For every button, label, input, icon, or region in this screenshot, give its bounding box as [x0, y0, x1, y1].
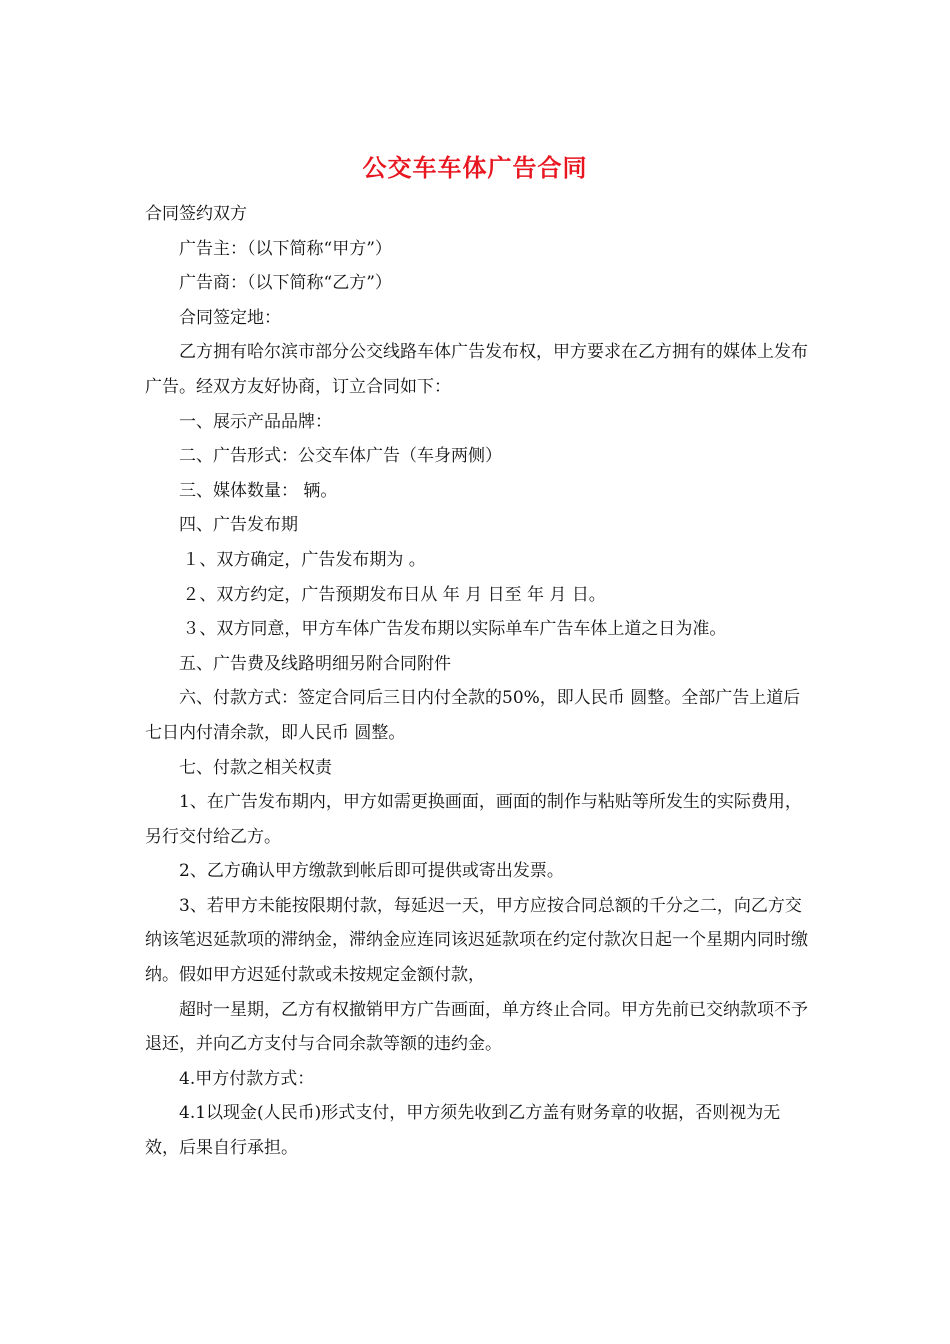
paragraph: 合同签约双方	[145, 204, 247, 224]
paragraph: 一、展示产品品牌：	[179, 411, 332, 432]
paragraph: ３、双方同意，甲方车体广告发布期以实际单车广告车体上道之日为准。	[182, 619, 727, 640]
paragraph: 超时一星期，乙方有权撤销甲方广告画面，单方终止合同。甲方先前已交纳款项不予退还，并向乙方支付与合同余款等额的违约金。	[145, 999, 808, 1055]
document-body	[145, 197, 810, 1166]
paragraph: 七、付款之相关权责	[179, 757, 332, 778]
paragraph: 乙方拥有哈尔滨市部分公交线路车体广告发布权，甲方要求在乙方拥有的媒体上发布广告。经双方友好协商，订立合同如下：	[145, 342, 808, 397]
paragraph: 3、若甲方未能按限期付款，每延迟一天，甲方应按合同总额的千分之二，向乙方交纳该笔迟延款项的滞纳金，滞纳金应连同该迟延款项在约定付款次日起一个星期内同时缴纳。假如甲方迟延付款或未按规定金额付款，	[145, 895, 808, 986]
paragraph: 4.甲方付款方式：	[179, 1068, 315, 1089]
paragraph: 广告商：（以下简称“乙方”）	[179, 273, 392, 294]
document-title: 公交车车体广告合同	[362, 153, 588, 182]
paragraph: 二、广告形式：公交车体广告（车身两侧）	[179, 446, 502, 467]
paragraph: 2、乙方确认甲方缴款到帐后即可提供或寄出发票。	[179, 861, 564, 882]
paragraph: 五、广告费及线路明细另附合同附件	[179, 653, 451, 674]
paragraph: １、双方确定，广告发布期为 。	[182, 549, 426, 570]
paragraph: 广告主：（以下简称“甲方”）	[179, 238, 392, 259]
paragraph: 合同签定地：	[179, 307, 281, 328]
paragraph: 四、广告发布期	[179, 515, 298, 536]
paragraph: 六、付款方式：签定合同后三日内付全款的50%，即人民币 圆整。全部广告上道后七日内付清余款，即人民币 圆整。	[145, 688, 801, 743]
paragraph: 4.1以现金(人民币)形式支付，甲方须先收到乙方盖有财务章的收据，否则视为无效，后果自行承担。	[145, 1103, 781, 1159]
paragraph: 三、媒体数量： 辆。	[179, 480, 338, 501]
paragraph: ２、双方约定，广告预期发布日从 年 月 日至 年 月 日。	[182, 584, 606, 605]
paragraph: 1、在广告发布期内，甲方如需更换画面，画面的制作与粘贴等所发生的实际费用，另行交付给乙方。	[145, 792, 802, 847]
